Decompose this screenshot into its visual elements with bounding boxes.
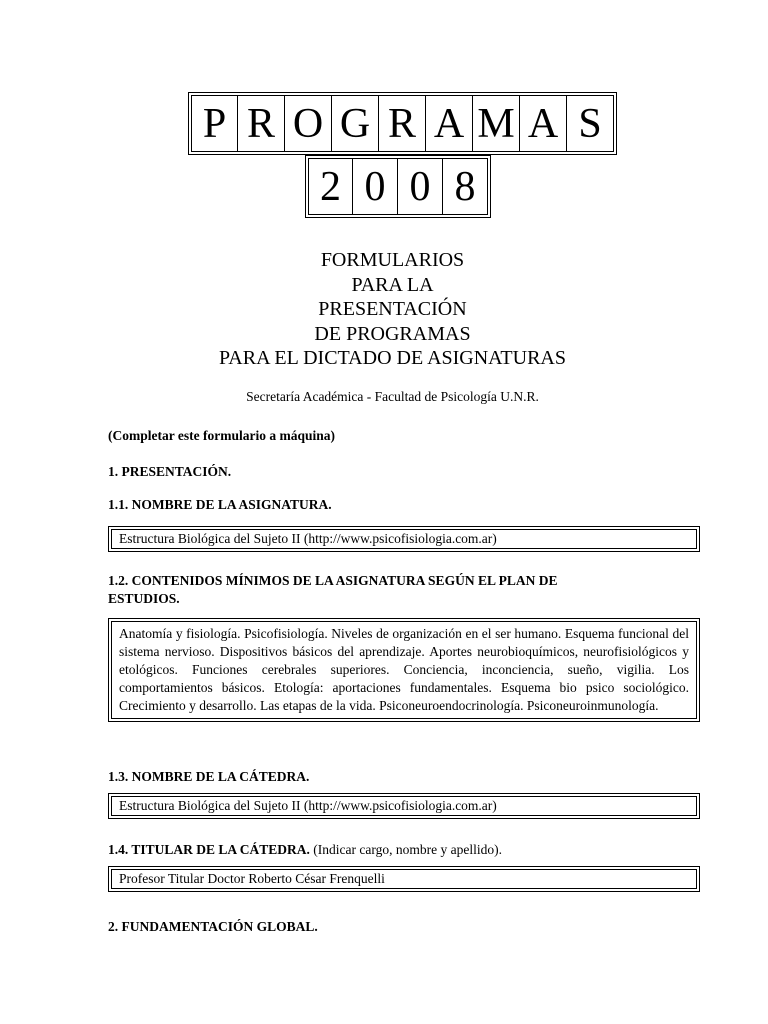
heading-line: DE PROGRAMAS [314, 322, 471, 345]
section-1-2-label-line: ESTUDIOS. [108, 591, 180, 606]
heading-line: FORMULARIOS [320, 249, 465, 271]
heading-line: PRESENTACIÓN [318, 298, 467, 320]
digit-cell: 0 [353, 158, 398, 215]
digit-cell: 0 [398, 158, 443, 215]
letter-cell: A [520, 95, 567, 152]
subtitle: Secretaría Académica - Facultad de Psicología U.N.R. [246, 389, 539, 404]
course-name-field[interactable] [108, 526, 700, 552]
minimum-contents-value: Anatomía y fisiología. Psicofisiología. Niveles de organización en el ser humano. Esquema funcional del sistema nervioso. Dispositivos básicos del aprendizaje. Aportes neurobioquímicos, neurofisiológicos y etológicos. Funciones cerebrales superiores. Conciencia, inconciencia, sueño, vigilia. Los comportamientos básicos. Etología: aportaciones fundamentales. Esquema bio psico sociológico. Crecimiento y desarrollo. Las etapas de la vida. Psiconeuroendocrinología. Psiconeuroinmunología. [111, 621, 697, 719]
chair-name-value: Estructura Biológica del Sujeto II (http://www.psicofisiologia.com.ar) [111, 796, 697, 816]
digit-cell: 2 [308, 158, 353, 215]
instruction-note: (Completar este formulario a máquina) [108, 428, 335, 443]
chair-holder-field[interactable] [108, 866, 700, 892]
section-1-3-label: 1.3. NOMBRE DE LA CÁTEDRA. [108, 769, 310, 784]
letter-cell: R [238, 95, 285, 152]
year-digit-banner [305, 155, 491, 218]
chair-name-field[interactable] [108, 793, 700, 819]
section-1-heading: 1. PRESENTACIÓN. [108, 464, 232, 479]
section-1-4-note: (Indicar cargo, nombre y apellido). [309, 842, 502, 857]
document-heading [0, 248, 768, 371]
letter-cell: M [473, 95, 520, 152]
section-1-4-title: 1.4. TITULAR DE LA CÁTEDRA. [108, 842, 310, 857]
chair-holder-value: Profesor Titular Doctor Roberto César Frenquelli [111, 869, 697, 889]
section-2-heading: 2. FUNDAMENTACIÓN GLOBAL. [108, 919, 318, 934]
letter-cell: O [285, 95, 332, 152]
section-1-2-label-line: 1.2. CONTENIDOS MÍNIMOS DE LA ASIGNATURA SEGÚN EL PLAN DE [108, 573, 558, 588]
section-1-4-label [108, 842, 502, 858]
course-name-value: Estructura Biológica del Sujeto II (http://www.psicofisiologia.com.ar) [111, 529, 697, 549]
letter-cell: P [191, 95, 238, 152]
digit-cell: 8 [443, 158, 488, 215]
heading-line: PARA EL DICTADO DE ASIGNATURAS [219, 347, 566, 369]
letter-cell: G [332, 95, 379, 152]
section-1-2-label [108, 572, 557, 608]
programas-letter-banner [188, 92, 617, 155]
letter-cell: A [426, 95, 473, 152]
letter-cell: S [567, 95, 614, 152]
letter-cell: R [379, 95, 426, 152]
section-1-1-label: 1.1. NOMBRE DE LA ASIGNATURA. [108, 497, 332, 512]
heading-line: PARA LA [351, 273, 434, 296]
minimum-contents-field[interactable] [108, 618, 700, 722]
